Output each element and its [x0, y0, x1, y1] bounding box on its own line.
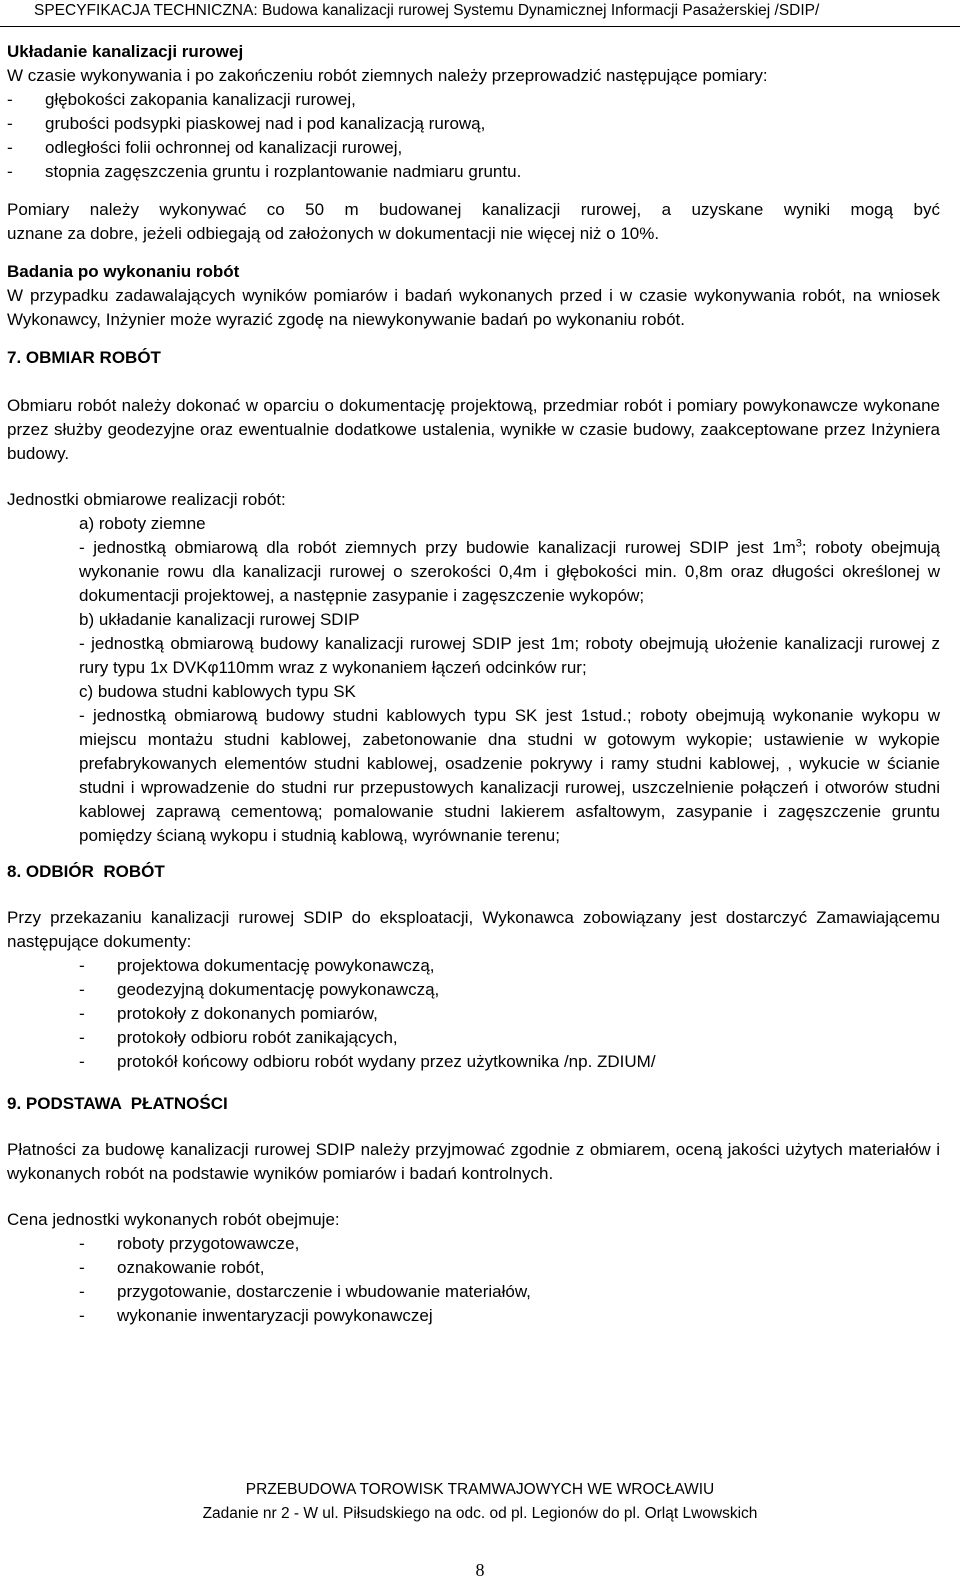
pomiary-paragraph-line1: Pomiary należy wykonywać co 50 m budowanej kanalizacji rurowej, a uzyskane wyniki mogą być [7, 200, 940, 219]
section-title-odbior: 8. ODBIÓR ROBÓT [7, 862, 165, 881]
list-item: - roboty przygotowawcze, [79, 1234, 300, 1253]
platnosci-paragraph: Płatności za budowę kanalizacji rurowej SDIP należy przyjmować zgodnie z obmiarem, oceną jakości użytych materiałów i wykonanych robót na podstawie wyników pomiarów i badań kontrolnych. [7, 1140, 940, 1183]
list-item: - przygotowanie, dostarczenie i wbudowanie materiałów, [79, 1282, 531, 1301]
ukladanie-intro: W czasie wykonywania i po zakończeniu robót ziemnych należy przeprowadzić następujące pomiary: [7, 66, 768, 85]
list-item: - odległości folii ochronnej od kanalizacji rurowej, [7, 138, 403, 157]
section-title-ukladanie: Układanie kanalizacji rurowej [7, 42, 244, 61]
list-item: - protokoły z dokonanych pomiarów, [79, 1004, 378, 1023]
list-item: - protokoły odbioru robót zanikających, [79, 1028, 398, 1047]
document-body [7, 40, 940, 1328]
units-intro: Jednostki obmiarowe realizacji robót: [7, 490, 286, 509]
badania-paragraph: W przypadku zadawalających wyników pomiarów i badań wykonanych przed i w czasie wykonywania robót, na wniosek Wykonawcy, Inżynier może wyrazić zgodę na niewykonywanie badań po wykonaniu robót. [7, 286, 940, 329]
units-c-text: - jednostką obmiarową budowy studni kablowych typu SK jest 1stud.; roboty obejmują wykonanie wykopu w miejscu montażu studni kablowej, zabetonowanie dna studni w gotowym wykopie; ustawienie w wykopie prefabrykowanych elementów studni kablowej, osadzenie pokrywy i ramy studni kablowej, , wykucie w ścianie studni i wprowadzenie do studni rur przepustowych kanalizacji rurowej, uszczelnienie połączeń i otworów studni kablowej zaprawą cementową; pomalowanie studni lakierem asfaltowym, zasypanie i zagęszczenie gruntu pomiędzy ścianą wykopu i studnią kablową, wyrównanie terenu; [79, 706, 940, 845]
obmiar-paragraph: Obmiaru robót należy dokonać w oparciu o dokumentację projektową, przedmiar robót i pomiary powykonawcze wykonane przez służby geodezyjne oraz ewentualnie dodatkowe ustalenia, wynikłe w czasie budowy, zaakceptowane przez Inżyniera budowy. [7, 396, 940, 463]
units-a-title: a) roboty ziemne [79, 514, 206, 533]
section-title-badania: Badania po wykonaniu robót [7, 262, 240, 281]
list-item: - protokół końcowy odbioru robót wydany przez użytkownika /np. ZDIUM/ [79, 1052, 656, 1071]
units-c-title: c) budowa studni kablowych typu SK [79, 682, 356, 701]
units-b-title: b) układanie kanalizacji rurowej SDIP [79, 610, 360, 629]
footer-line2: Zadanie nr 2 - W ul. Piłsudskiego na odc. od pl. Legionów do pl. Orląt Lwowskich [202, 1505, 758, 1522]
list-item: - oznakowanie robót, [79, 1258, 265, 1277]
odbior-paragraph: Przy przekazaniu kanalizacji rurowej SDIP do eksploatacji, Wykonawca zobowiązany jest dostarczyć Zamawiającemu następujące dokumenty: [7, 908, 940, 951]
section-title-platnosci: 9. PODSTAWA PŁATNOŚCI [7, 1094, 228, 1113]
list-item: - projektowa dokumentację powykonawczą, [79, 956, 435, 975]
cena-intro: Cena jednostki wykonanych robót obejmuje: [7, 1210, 340, 1229]
list-item: - wykonanie inwentaryzacji powykonawczej [79, 1306, 433, 1325]
page-number: 8 [475, 1560, 485, 1580]
list-item: - grubości podsypki piaskowej nad i pod kanalizacją rurową, [7, 114, 486, 133]
footer-line1: PRZEBUDOWA TOROWISK TRAMWAJOWYCH WE WROCŁAWIU [245, 1481, 715, 1498]
list-item: - głębokości zakopania kanalizacji rurowej, [7, 90, 356, 109]
units-b-text: - jednostką obmiarową budowy kanalizacji rurowej SDIP jest 1m; roboty obejmują ułożenie kanalizacji rurowej z rury typu 1x DVKφ110mm wraz z wykonaniem łączeń odcinków rur; [79, 634, 940, 677]
units-a-text: - jednostką obmiarową dla robót ziemnych przy budowie kanalizacji rurowej SDIP jest $1m^3$; roboty obejmują wykonanie rowu dla kanalizacji rurowej o szerokości 0,4m i głębokości min. 0,8m oraz długości określonej w dokumentacji projektowej, a następnie zasypanie i zagęszczenie wykopów; [79, 537, 940, 605]
pomiary-paragraph-line2: uznane za dobre, jeżeli odbiegają od założonych w dokumentacji nie więcej niż o 10%. [7, 224, 660, 243]
page-header [0, 0, 960, 27]
list-item: - stopnia zagęszczenia gruntu i rozplantowanie nadmiaru gruntu. [7, 162, 522, 181]
header-text: SPECYFIKACJA TECHNICZNA: Budowa kanalizacji rurowej Systemu Dynamicznej Informacji Pasażerskiej /SDIP/ [34, 2, 820, 19]
list-item: - geodezyjną dokumentację powykonawczą, [79, 980, 440, 999]
section-title-obmiar: 7. OBMIAR ROBÓT [7, 348, 161, 367]
